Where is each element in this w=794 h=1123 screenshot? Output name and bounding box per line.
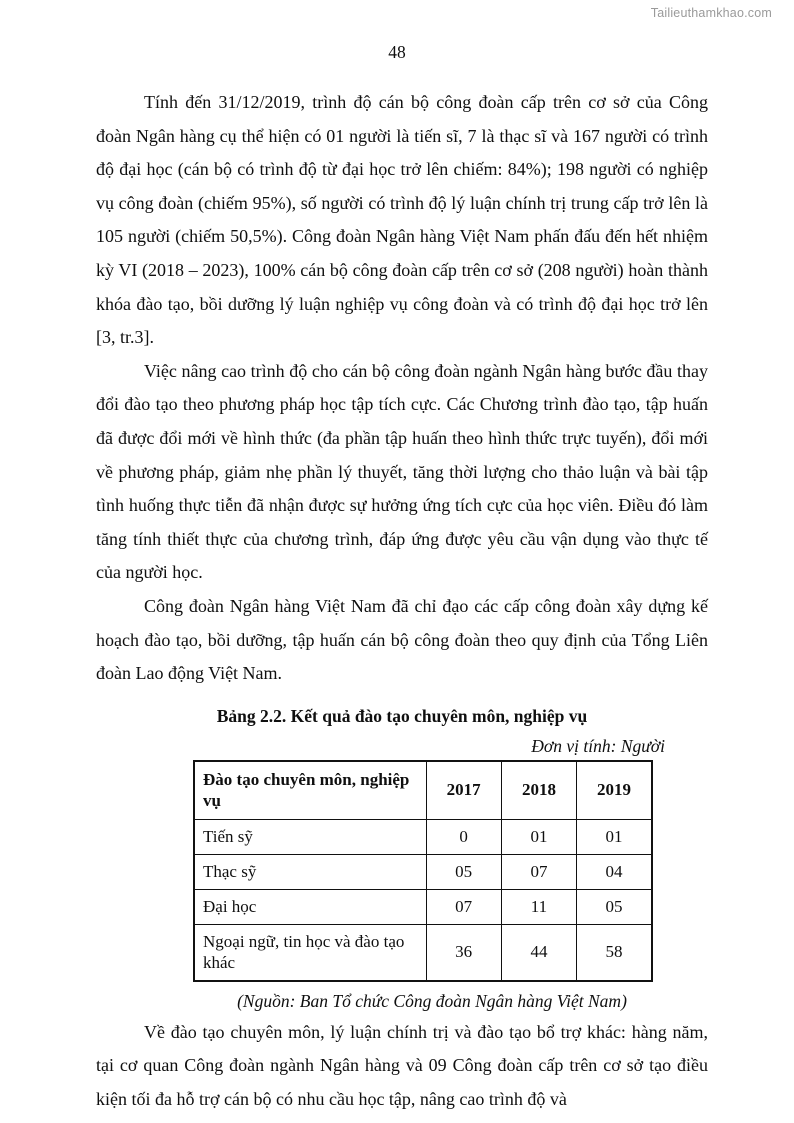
cell-2017: 05 [426, 854, 501, 889]
column-header-2019: 2019 [577, 761, 652, 820]
column-header-category: Đào tạo chuyên môn, nghiệp vụ [194, 761, 426, 820]
table-row [194, 924, 652, 981]
table-source-note: (Nguồn: Ban Tổ chức Công đoàn Ngân hàng Việt Nam) [237, 990, 627, 1011]
cell-2017: 07 [426, 889, 501, 924]
cell-2018: 44 [501, 924, 576, 981]
paragraph-1: Tính đến 31/12/2019, trình độ cán bộ công đoàn cấp trên cơ sở của Công đoàn Ngân hàng cụ thể hiện có 01 người là tiến sĩ, 7 là thạc sĩ và 167 người có trình độ đại học (cán bộ có trình độ từ đại học trở lên chiếm: 84%); 198 người có nghiệp vụ công đoàn (chiếm 95%), số người có trình độ lý luận chính trị trung cấp trở lên là 105 người (chiếm 50,5%). Công đoàn Ngân hàng Việt Nam phấn đấu đến hết nhiệm kỳ VI (2018 – 2023), 100% cán bộ công đoàn cấp trên cơ sở (208 người) hoàn thành khóa đào tạo, bồi dưỡng lý luận nghiệp vụ công đoàn và có trình độ đại học trở lên [3, tr.3]. [96, 92, 708, 348]
page-content [96, 86, 708, 1116]
training-results-table [193, 760, 653, 982]
cell-2019: 05 [577, 889, 652, 924]
paragraph-3: Công đoàn Ngân hàng Việt Nam đã chỉ đạo các cấp công đoàn xây dựng kế hoạch đào tạo, bồi dưỡng, tập huấn cán bộ công đoàn theo quy định của Tổng Liên đoàn Lao động Việt Nam. [96, 595, 708, 684]
cell-2019: 04 [577, 854, 652, 889]
table-row [194, 854, 652, 889]
table-header-row [194, 761, 652, 820]
row-label: Tiến sỹ [194, 819, 426, 854]
column-header-2018: 2018 [501, 761, 576, 820]
cell-2019: 58 [577, 924, 652, 981]
cell-2018: 01 [501, 819, 576, 854]
cell-2017: 36 [426, 924, 501, 981]
page-number: 48 [388, 42, 406, 62]
table-unit-note: Đơn vị tính: Người [531, 735, 665, 756]
table-row [194, 889, 652, 924]
table-caption: Bảng 2.2. Kết quả đào tạo chuyên môn, nghiệp vụ [216, 705, 588, 726]
watermark-text: Tailieuthamkhao.com [650, 6, 772, 20]
table-container [96, 760, 708, 982]
cell-2018: 07 [501, 854, 576, 889]
cell-2019: 01 [577, 819, 652, 854]
table-row [194, 819, 652, 854]
cell-2018: 11 [501, 889, 576, 924]
paragraph-2: Việc nâng cao trình độ cho cán bộ công đoàn ngành Ngân hàng bước đầu thay đổi đào tạo theo phương pháp học tập tích cực. Các Chương trình đào tạo, tập huấn đã được đổi mới về hình thức (đa phần tập huấn theo hình thức trực tuyến), đổi mới về phương pháp, giảm nhẹ phần lý thuyết, tăng thời lượng cho thảo luận và bài tập tình huống thực tiễn đã nhận được sự hưởng ứng tích cực của học viên. Điều đó làm tăng tính thiết thực của chương trình, đáp ứng được yêu cầu vận dụng vào thực tế của người học. [96, 360, 708, 583]
column-header-2017: 2017 [426, 761, 501, 820]
paragraph-4: Về đào tạo chuyên môn, lý luận chính trị và đào tạo bổ trợ khác: hàng năm, tại cơ quan Công đoàn ngành Ngân hàng và 09 Công đoàn cấp trên cơ sở tạo điều kiện tối đa hỗ trợ cán bộ có nhu cầu học tập, nâng cao trình độ và [96, 1021, 708, 1109]
cell-2017: 0 [426, 819, 501, 854]
row-label: Thạc sỹ [194, 854, 426, 889]
row-label: Ngoại ngữ, tin học và đào tạo khác [194, 924, 426, 981]
row-label: Đại học [194, 889, 426, 924]
